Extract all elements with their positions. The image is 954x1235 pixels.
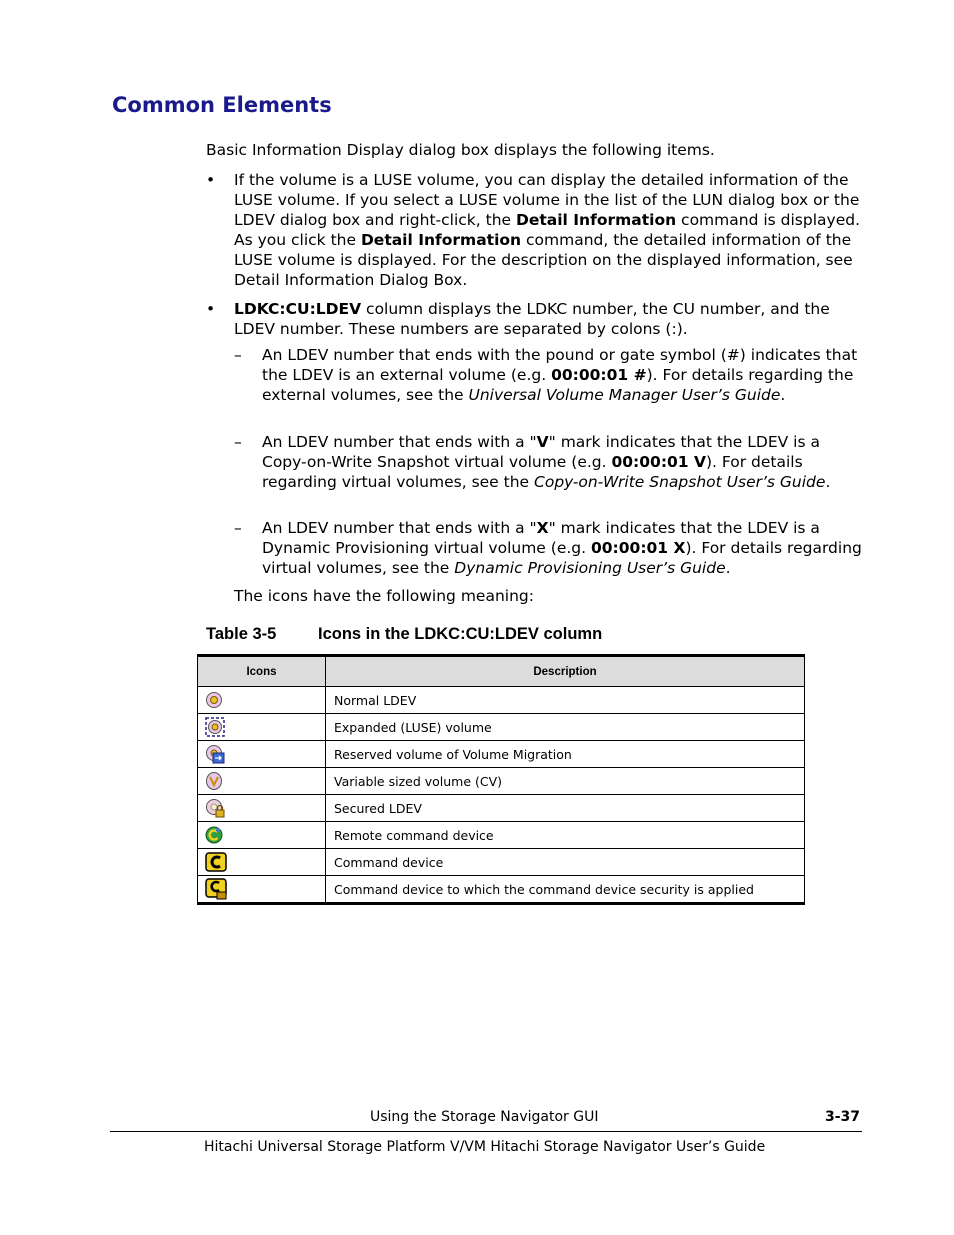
- row-description: Reserved volume of Volume Migration: [326, 741, 805, 768]
- table-row: [198, 795, 805, 822]
- table-title: Icons in the LDKC:CU:LDEV column: [318, 625, 603, 643]
- sub-item-provisioning-text: An LDEV number that ends with a "X" mark indicates that the LDEV is a Dynamic Provisioning virtual volume (e.g. 00:00:01 X). For details regarding virtual volumes, see the Dynamic Provisioning User’s Guide.: [262, 519, 862, 577]
- footer-divider: [110, 1131, 862, 1132]
- row-description: Command device: [326, 849, 805, 876]
- command-device-icon: [205, 852, 227, 872]
- table-number: Table 3-5: [206, 625, 277, 643]
- section-heading: Common Elements: [112, 93, 332, 117]
- row-description: Variable sized volume (CV): [326, 768, 805, 795]
- intro-paragraph: Basic Information Display dialog box displays the following items.: [206, 141, 715, 159]
- icons-meaning-text: The icons have the following meaning:: [234, 587, 534, 605]
- expanded-luse-volume-icon: [205, 717, 225, 737]
- dash-marker: –: [234, 346, 242, 364]
- remote-command-device-icon: [205, 826, 223, 844]
- row-description: Remote command device: [326, 822, 805, 849]
- sub-item-snapshot-text: An LDEV number that ends with a "V" mark indicates that the LDEV is a Copy-on-Write Snapshot virtual volume (e.g. 00:00:01 V). For details regarding virtual volumes, see the Copy-on-Write Snapshot User’s Guide.: [262, 433, 831, 491]
- bullet-marker: •: [206, 300, 216, 318]
- table-row: [198, 822, 805, 849]
- table-header-row: [198, 656, 805, 687]
- variable-sized-volume-icon: [205, 771, 223, 791]
- reserved-volume-migration-icon: [205, 744, 225, 764]
- table-row: [198, 876, 805, 904]
- bullet-luse-text: If the volume is a LUSE volume, you can display the detailed information of the LUSE volume. If you select a LUSE volume in the list of the LUN dialog box or the LDEV dialog box and right-click, the Detail Information command is displayed. As you click the Detail Information command, the detailed information of the LUSE volume is displayed. For the description on the displayed information, see Detail Information Dialog Box.: [234, 171, 860, 289]
- sub-item-snapshot: [234, 432, 864, 512]
- row-description: Secured LDEV: [326, 795, 805, 822]
- row-description: Normal LDEV: [326, 687, 805, 714]
- table-row: [198, 687, 805, 714]
- footer-section-title: Using the Storage Navigator GUI: [370, 1109, 599, 1125]
- footer-page-number: 3-37: [824, 1109, 860, 1125]
- icons-table: [197, 654, 805, 905]
- row-description: Expanded (LUSE) volume: [326, 714, 805, 741]
- sub-item-external-text: An LDEV number that ends with the pound or gate symbol (#) indicates that the LDEV is an external volume (e.g. 00:00:01 #). For details regarding the external volumes, see the Universal Volume Manager User’s Guide.: [262, 346, 858, 404]
- bullet-ldkc-text: LDKC:CU:LDEV column displays the LDKC number, the CU number, and the LDEV number. These numbers are separated by colons (:).: [234, 300, 830, 338]
- bullet-marker: •: [206, 171, 216, 189]
- table-caption: [206, 625, 603, 644]
- sub-item-external: [234, 345, 864, 425]
- sub-item-provisioning: [234, 518, 864, 578]
- table-row: [198, 741, 805, 768]
- table-row: [198, 714, 805, 741]
- secured-command-device-icon: [205, 878, 227, 900]
- dash-marker: –: [234, 519, 242, 537]
- header-icons: Icons: [198, 656, 326, 687]
- secured-ldev-icon: [205, 798, 225, 818]
- normal-ldev-icon: [205, 691, 223, 709]
- header-description: Description: [326, 656, 805, 687]
- table-row: [198, 849, 805, 876]
- footer-guide-title: Hitachi Universal Storage Platform V/VM Hitachi Storage Navigator User’s Guide: [204, 1139, 766, 1155]
- bullet-luse: [206, 170, 866, 290]
- row-description: Command device to which the command device security is applied: [326, 876, 805, 904]
- dash-marker: –: [234, 433, 242, 451]
- table-row: [198, 768, 805, 795]
- bullet-ldkc: [206, 299, 866, 339]
